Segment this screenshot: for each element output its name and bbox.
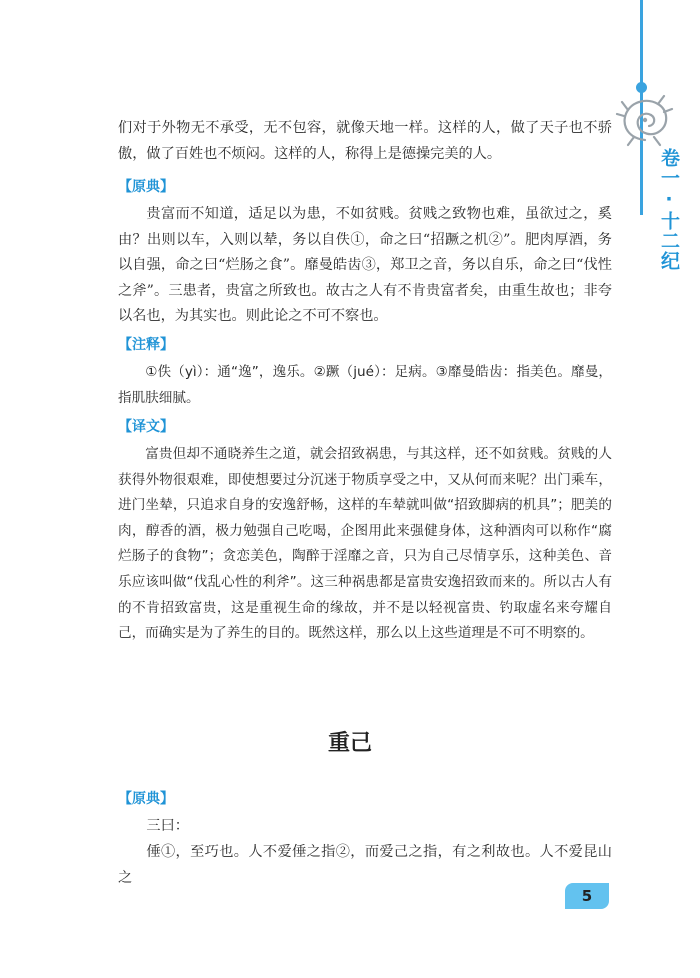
- section-number-line: 三曰：: [146, 818, 189, 834]
- translation-paragraph: 富贵但却不通晓养生之道，就会招致祸患，与其这样，还不如贫贱。贫贱的人获得外物很艰难，即使想要过分沉迷于物质享受之中，又从何而来呢？出门乘车，进门坐辇，只追求自身的安逸舒畅，这样的车辇就叫做“招致脚病的机具”；肥美的肉，醇香的酒，极力勉强自己吃喝，企图用此来强健身体，这种酒肉可以称作“腐烂肠子的食物”；贪恋美色，陶醉于淫靡之音，只为自己尽情享乐，这种美色、音乐应该叫做“伐乱心性的利斧”。这三种祸患都是富贵安逸招致而来的。所以古人有的不肯招致富贵，这是重视生命的缘故，并不是以轻视富贵、钓取虚名来夸耀自己，而确实是为了养生的目的。既然这样，那么以上这些道理是不可不明察的。: [118, 446, 612, 642]
- label-original-text-2: 【原典】: [118, 791, 174, 807]
- intro-paragraph: 们对于外物无不承受，无不包容，就像天地一样。这样的人，做了天子也不骄傲，做了百姓也不烦闷。这样的人，称得上是德操完美的人。: [118, 120, 612, 162]
- label-translation: 【译文】: [118, 419, 174, 435]
- annotation-paragraph: ①佚（yì）：通“逸”，逸乐。②蹶（jué）：足病。③靡曼皓齿：指美色。靡曼，指肌肤细腻。: [118, 364, 612, 406]
- original-text-paragraph: 贵富而不知道，适足以为患，不如贫贱。贫贱之致物也难，虽欲过之，奚由？出则以车，入则以辇，务以自佚①，命之曰“招蹶之机②”。肥肉厚酒，务以自强，命之曰“烂肠之食”。靡曼皓齿③，郑卫之音，务以自乐，命之曰“伐性之斧”。三患者，贵富之所致也。故古之人有不肯贵富者矣，由重生故也；非夸以名也，为其实也。则此论之不可不察也。: [118, 206, 612, 325]
- page-number-badge: 5: [565, 883, 609, 909]
- original-text-line: 倕①，至巧也。人不爱倕之指②，而爱己之指，有之利故也。人不爱昆山之: [118, 844, 612, 886]
- chapter-heading: 重己: [327, 731, 372, 756]
- label-annotation: 【注释】: [118, 337, 174, 353]
- label-original-text: 【原典】: [118, 179, 174, 195]
- section-title-vertical: 卷一·十二纪: [658, 148, 680, 271]
- dragon-emblem-icon: [614, 90, 676, 148]
